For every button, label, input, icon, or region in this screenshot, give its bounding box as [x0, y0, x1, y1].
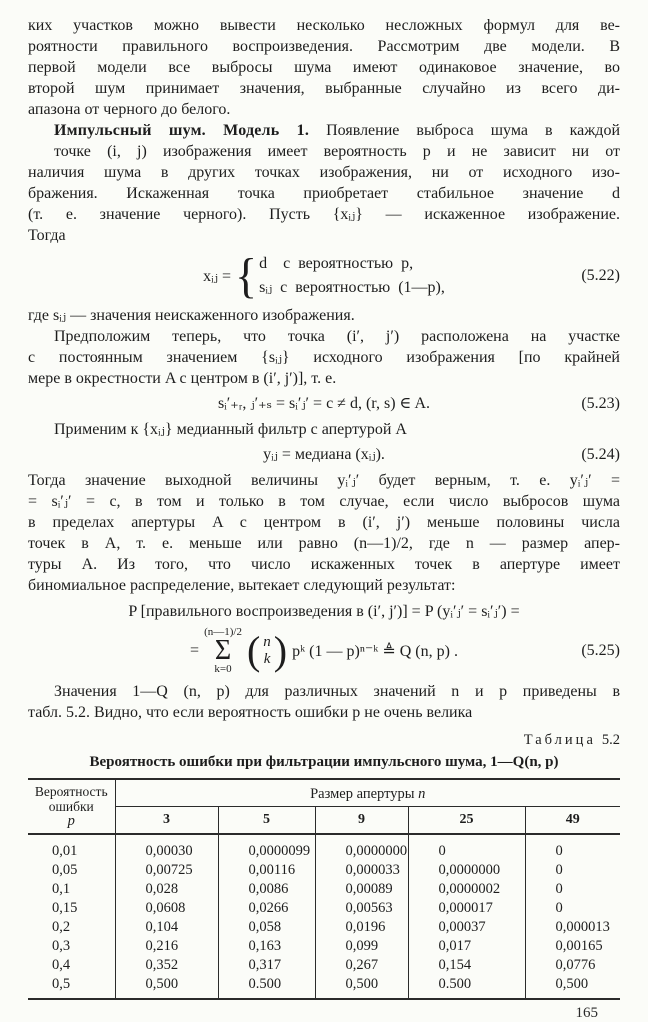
equation-number: (5.23): [581, 395, 620, 412]
paragraph-3: [28, 305, 620, 326]
table-cell: 0,500: [315, 975, 408, 999]
table-row: [28, 956, 620, 975]
table-cell: 0,00165: [525, 937, 620, 956]
table-label-number: 5.2: [601, 732, 620, 748]
table-header-row: [28, 779, 620, 807]
sum-lower-limit: k=0: [214, 663, 232, 675]
table-row: [28, 975, 620, 999]
text-line: второй шум принимает значения, выбранные случайно из всего ди-: [28, 80, 620, 97]
text-line: (т. е. значение черного). Пусть {xᵢⱼ} — искаженное изображение.: [28, 206, 620, 223]
table-cell: 0,500: [115, 975, 218, 999]
left-paren-glyph: (: [246, 628, 261, 673]
table-cell: 0,1: [52, 881, 71, 897]
brace-glyph: {: [235, 248, 258, 303]
text-line: точке (i, j) изображения имеет вероятность p и не зависит ни от: [54, 143, 620, 160]
table-cell: 0,0000002: [408, 880, 525, 899]
text-line: мере в окрестности A с центром в (i′, j′)], т. е.: [28, 370, 337, 387]
text-line: роятности правильного воспроизведения. Рассмотрим две модели. В: [28, 38, 620, 55]
table-cell: 0,3: [52, 938, 71, 954]
text-line: табл. 5.2. Видно, что если вероятность ошибки p не очень велика: [28, 704, 473, 721]
table-cell: 0,0000000: [315, 834, 408, 861]
paragraph-4: [28, 326, 620, 389]
header-line: Вероятность: [34, 784, 108, 799]
table-cell: 0,500: [525, 975, 620, 999]
group-header-variable-n: n: [418, 785, 426, 802]
table-cell: 0,00089: [315, 880, 408, 899]
table-cell: 0,00116: [218, 861, 315, 880]
equation-line-2: [28, 625, 620, 677]
table-row: [28, 937, 620, 956]
paragraph-7: [28, 681, 620, 723]
paragraph-2: [28, 120, 620, 246]
text-line: в пределах апертуры A с центром в (i′, j′) меньше половины числа: [28, 514, 620, 531]
equation-5-24: [28, 444, 620, 466]
table-row: [28, 918, 620, 937]
table-row: [28, 899, 620, 918]
text-line: Применим к {xᵢⱼ} медианный фильтр с апертурой A: [54, 421, 407, 438]
text-line: наличия шума в других точках изображения, ни от исходного изо-: [28, 164, 620, 181]
binomial-k: k: [263, 651, 271, 667]
paragraph-1: [28, 15, 620, 120]
table-cell: 0,216: [115, 937, 218, 956]
table-cell: 0: [525, 880, 620, 899]
table-cell: 0,0086: [218, 880, 315, 899]
probability-table: [28, 778, 620, 1000]
text-line: с постоянным значением {sᵢⱼ} исходного изображения [по крайней: [28, 349, 620, 366]
table-cell: 0,000013: [525, 918, 620, 937]
table-row: [28, 880, 620, 899]
bold-lead: Импульсный шум. Модель 1.: [54, 122, 310, 139]
right-paren-glyph: ): [273, 628, 288, 673]
table-row: [28, 834, 620, 861]
paragraph-2-lines: [28, 141, 620, 246]
table-label-word: Таблица: [523, 732, 596, 748]
table-cell: 0,0266: [218, 899, 315, 918]
table-label: [28, 732, 620, 749]
equation-number: (5.24): [581, 446, 620, 463]
table-cell: 0.500: [218, 975, 315, 999]
paragraph-5: [28, 419, 620, 440]
table-cell: 0,00030: [115, 834, 218, 861]
table-cell: 0,099: [315, 937, 408, 956]
table-subheader-row: [28, 807, 620, 835]
lead-rest: Появление выброса шума в каждой: [309, 122, 621, 139]
table-cell: 0,5: [52, 976, 71, 992]
table-cell: 0,0196: [315, 918, 408, 937]
sigma-glyph: Σ: [214, 635, 232, 666]
table-body: [28, 834, 620, 999]
paragraph-6: [28, 470, 620, 596]
header-line: ошибки: [48, 799, 94, 814]
text-line: где sᵢⱼ — значения неискаженного изображения.: [28, 307, 355, 324]
table-cell: 0,00563: [315, 899, 408, 918]
text-line: биномиальное распределение, вытекает следующий результат:: [28, 577, 456, 594]
equation-body: sᵢ′₊ᵣ, ⱼ′₊ₛ = sᵢ′ⱼ′ = c ≠ d, (r, s) ∈ A.: [217, 395, 431, 412]
aperture-column-header: 5: [218, 807, 315, 835]
aperture-column-header: 25: [408, 807, 525, 835]
column-header-probability: [28, 779, 115, 834]
equation-body: [203, 248, 445, 303]
table-cell: 0,017: [408, 937, 525, 956]
table-cell: 0,0608: [115, 899, 218, 918]
aperture-column-header: 9: [315, 807, 408, 835]
text-line: Значения 1—Q (n, p) для различных значений n и p приведены в: [54, 683, 620, 700]
text-line: = sᵢ′ⱼ′ = c, в том и только в том случае, если число выбросов шума: [28, 493, 620, 510]
table-cell: 0,0000099: [218, 834, 315, 861]
table-cell: 0: [525, 861, 620, 880]
group-header-text: Размер апертуры: [310, 785, 419, 802]
binomial-n: n: [263, 634, 271, 650]
equation-tail: pᵏ (1 — p)ⁿ⁻ᵏ ≜ Q (n, p) .: [292, 643, 458, 660]
table-cell: 0,163: [218, 937, 315, 956]
text-line: [28, 120, 620, 141]
equation-number: (5.25): [581, 642, 620, 659]
table-cell: 0: [525, 834, 620, 861]
binomial-coefficient: [246, 628, 288, 673]
table-cell: 0: [408, 834, 525, 861]
table-cell: 0,0000000: [408, 861, 525, 880]
binomial-stack: [260, 634, 274, 668]
table-cell: 0,352: [115, 956, 218, 975]
text-line: Предположим теперь, что точка (i′, j′) расположена на участке: [54, 328, 620, 345]
table-cell: 0,15: [52, 900, 78, 916]
table-row: [28, 861, 620, 880]
equation-body: yᵢⱼ = медиана (xᵢⱼ).: [263, 446, 385, 463]
equation-5-23: [28, 393, 620, 415]
table-cell: 0.500: [408, 975, 525, 999]
table-cell: 0,104: [115, 918, 218, 937]
sum-upper-limit: (n—1)/2: [204, 626, 242, 638]
table-cell: 0,00725: [115, 861, 218, 880]
table-cell: 0,05: [52, 862, 78, 878]
equals-sign: =: [190, 642, 200, 659]
table-cell: 0,058: [218, 918, 315, 937]
aperture-column-header: 49: [525, 807, 620, 835]
table-cell: 0,2: [52, 919, 71, 935]
table-cell: 0,4: [52, 957, 71, 973]
table-title: Вероятность ошибки при фильтрации импульсного шума, 1—Q(n, p): [89, 754, 559, 770]
equation-5-22: [28, 248, 620, 303]
text-line: бражения. Искаженная точка приобретает стабильное значение d: [28, 185, 620, 202]
table-cell: 0,01: [52, 843, 78, 859]
text-line: апазона от черного до белого.: [28, 101, 231, 118]
table-cell: 0,317: [218, 956, 315, 975]
table-cell: 0,028: [115, 880, 218, 899]
text-line: Тогда значение выходной величины yᵢ′ⱼ′ будет верным, т. е. yᵢ′ⱼ′ =: [28, 472, 620, 489]
text-line: Тогда: [28, 227, 66, 244]
equation-lhs: xᵢⱼ =: [203, 268, 232, 285]
table-cell: 0: [525, 899, 620, 918]
equation-5-25: [28, 601, 620, 677]
table-cell: 0,000017: [408, 899, 525, 918]
table-cell: 0,0776: [525, 956, 620, 975]
equation-cases: [259, 252, 445, 300]
aperture-column-header: 3: [115, 807, 218, 835]
text-line: первой модели все выбросы шума имеют одинаковое значение, во: [28, 59, 620, 76]
text-line: ких участков можно вывести несколько несложных формул для ве-: [28, 17, 620, 34]
table-cell: 0,000033: [315, 861, 408, 880]
equation-number: (5.22): [581, 267, 620, 284]
header-variable-p: p: [67, 813, 75, 829]
case-line-1: d с вероятностью p,: [259, 255, 414, 272]
column-group-header: [115, 779, 620, 807]
case-line-2: sᵢⱼ с вероятностью (1—p),: [259, 279, 445, 296]
summation-symbol: [204, 627, 242, 675]
page-number: 165: [575, 1005, 598, 1021]
table-cell: 0,154: [408, 956, 525, 975]
text-line: туры A. Из того, что число искаженных точек в апертуре имеет: [28, 556, 620, 573]
table-cell: 0,00037: [408, 918, 525, 937]
table-cell: 0,267: [315, 956, 408, 975]
equation-line-1: P [правильного воспроизведения в (i′, j′)] = P (yᵢ′ⱼ′ = sᵢ′ⱼ′) =: [128, 603, 520, 620]
text-line: точек в A, т. е. меньше или равно (n—1)/2, где n — размер апер-: [28, 535, 620, 552]
